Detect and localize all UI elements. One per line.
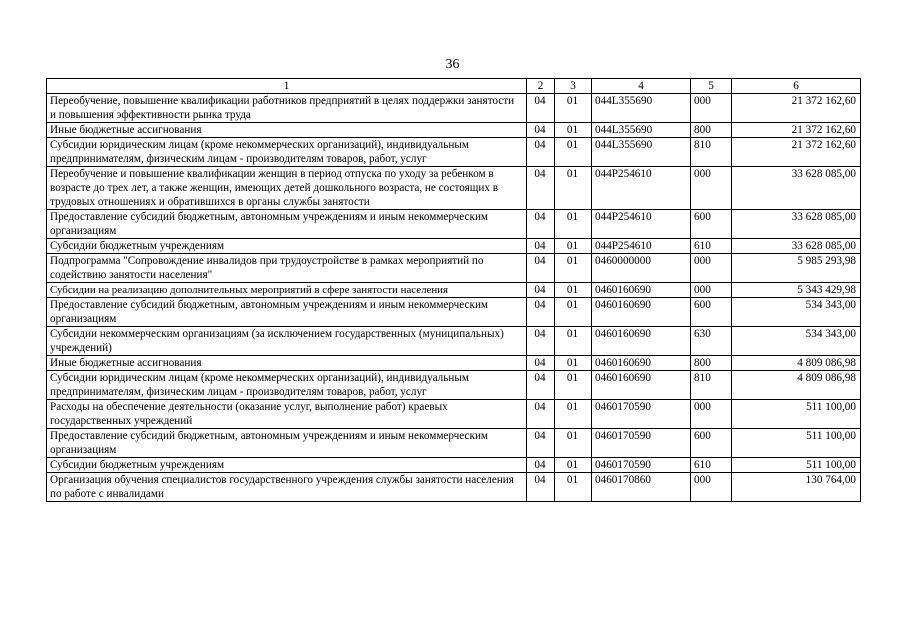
row-target-article: 044L355690 [592,138,691,167]
row-section: 04 [527,400,555,429]
column-header: 1 [47,79,527,94]
row-amount: 5 343 429,98 [732,283,861,298]
table-row [47,94,861,123]
row-name: Организация обучения специалистов государственного учреждения службы занятости населения по работе с инвалидами [47,473,527,502]
row-amount: 33 628 085,00 [732,210,861,239]
column-header: 4 [592,79,691,94]
table-row [47,429,861,458]
table-row [47,400,861,429]
row-target-article: 044P254610 [592,210,691,239]
row-section: 04 [527,283,555,298]
page-number: 36 [445,57,460,72]
row-expense-type: 610 [691,239,732,254]
row-amount: 33 628 085,00 [732,239,861,254]
row-target-article: 0460160690 [592,298,691,327]
row-target-article: 0460160690 [592,356,691,371]
row-section: 04 [527,458,555,473]
row-target-article: 0460170590 [592,429,691,458]
row-expense-type: 810 [691,138,732,167]
row-name: Предоставление субсидий бюджетным, автономным учреждениям и иным некоммерческим организациям [47,298,527,327]
row-expense-type: 630 [691,327,732,356]
row-amount: 511 100,00 [732,400,861,429]
row-target-article: 0460170860 [592,473,691,502]
row-subsection: 01 [555,356,592,371]
row-section: 04 [527,327,555,356]
row-amount: 21 372 162,60 [732,138,861,167]
row-name: Переобучение, повышение квалификации работников предприятий в целях поддержки занятости и повышения эффективности рынка труда [47,94,527,123]
row-name: Иные бюджетные ассигнования [47,123,527,138]
row-amount: 21 372 162,60 [732,94,861,123]
row-expense-type: 000 [691,254,732,283]
row-expense-type: 000 [691,167,732,210]
row-subsection: 01 [555,283,592,298]
row-expense-type: 810 [691,371,732,400]
row-section: 04 [527,429,555,458]
row-target-article: 0460170590 [592,400,691,429]
row-amount: 511 100,00 [732,429,861,458]
row-target-article: 044P254610 [592,167,691,210]
row-name: Субсидии на реализацию дополнительных мероприятий в сфере занятости населения [47,283,527,298]
column-header: 5 [691,79,732,94]
column-header: 3 [555,79,592,94]
column-header: 6 [732,79,861,94]
row-expense-type: 800 [691,356,732,371]
row-name: Переобучение и повышение квалификации женщин в период отпуска по уходу за ребенком в возрасте до трех лет, а также женщин, имеющих детей дошкольного возраста, не состоящих в трудовых отношениях и обратившихся в органы службы занятости [47,167,527,210]
row-expense-type: 000 [691,473,732,502]
row-subsection: 01 [555,458,592,473]
row-name: Субсидии юридическим лицам (кроме некоммерческих организаций), индивидуальным предпринимателям, физическим лицам - производителям товаров, работ, услуг [47,138,527,167]
row-amount: 4 809 086,98 [732,371,861,400]
row-target-article: 0460160690 [592,371,691,400]
row-subsection: 01 [555,239,592,254]
row-target-article: 044P254610 [592,239,691,254]
row-name: Предоставление субсидий бюджетным, автономным учреждениям и иным некоммерческим организациям [47,210,527,239]
row-subsection: 01 [555,298,592,327]
row-expense-type: 000 [691,94,732,123]
row-section: 04 [527,254,555,283]
row-amount: 5 985 293,98 [732,254,861,283]
row-subsection: 01 [555,327,592,356]
row-subsection: 01 [555,167,592,210]
row-section: 04 [527,210,555,239]
column-header: 2 [527,79,555,94]
row-name: Предоставление субсидий бюджетным, автономным учреждениям и иным некоммерческим организациям [47,429,527,458]
row-amount: 33 628 085,00 [732,167,861,210]
row-amount: 534 343,00 [732,298,861,327]
row-section: 04 [527,167,555,210]
table-row [47,283,861,298]
row-target-article: 0460000000 [592,254,691,283]
row-name: Субсидии некоммерческим организациям (за исключением государственных (муниципальных) учреждений) [47,327,527,356]
row-section: 04 [527,138,555,167]
row-target-article: 044L355690 [592,123,691,138]
table-row [47,356,861,371]
row-section: 04 [527,239,555,254]
table-row [47,298,861,327]
budget-table [46,78,861,502]
row-expense-type: 000 [691,283,732,298]
row-subsection: 01 [555,254,592,283]
row-name: Субсидии юридическим лицам (кроме некоммерческих организаций), индивидуальным предпринимателям, физическим лицам - производителям товаров, работ, услуг [47,371,527,400]
table-row [47,458,861,473]
row-amount: 534 343,00 [732,327,861,356]
row-subsection: 01 [555,371,592,400]
row-name: Субсидии бюджетным учреждениям [47,239,527,254]
row-subsection: 01 [555,473,592,502]
row-expense-type: 600 [691,429,732,458]
row-name: Иные бюджетные ассигнования [47,356,527,371]
row-target-article: 0460160690 [592,283,691,298]
row-target-article: 0460160690 [592,327,691,356]
row-section: 04 [527,123,555,138]
row-section: 04 [527,371,555,400]
row-section: 04 [527,356,555,371]
row-subsection: 01 [555,138,592,167]
table-row [47,327,861,356]
table-row [47,371,861,400]
table-row [47,123,861,138]
table-row [47,138,861,167]
row-amount: 21 372 162,60 [732,123,861,138]
row-section: 04 [527,298,555,327]
table-row [47,254,861,283]
row-target-article: 0460170590 [592,458,691,473]
row-subsection: 01 [555,210,592,239]
row-expense-type: 000 [691,400,732,429]
row-amount: 511 100,00 [732,458,861,473]
table-row [47,210,861,239]
row-amount: 4 809 086,98 [732,356,861,371]
row-target-article: 044L355690 [592,94,691,123]
row-amount: 130 764,00 [732,473,861,502]
table-row [47,239,861,254]
row-expense-type: 610 [691,458,732,473]
row-expense-type: 800 [691,123,732,138]
row-subsection: 01 [555,429,592,458]
row-subsection: 01 [555,123,592,138]
row-subsection: 01 [555,94,592,123]
row-section: 04 [527,94,555,123]
row-name: Расходы на обеспечение деятельности (оказание услуг, выполнение работ) краевых государственных учреждений [47,400,527,429]
row-expense-type: 600 [691,210,732,239]
row-section: 04 [527,473,555,502]
table-row [47,473,861,502]
row-expense-type: 600 [691,298,732,327]
table-row [47,167,861,210]
table-header-row [47,79,861,94]
row-subsection: 01 [555,400,592,429]
row-name: Субсидии бюджетным учреждениям [47,458,527,473]
row-name: Подпрограмма "Сопровождение инвалидов при трудоустройстве в рамках мероприятий по содействию занятости населения" [47,254,527,283]
